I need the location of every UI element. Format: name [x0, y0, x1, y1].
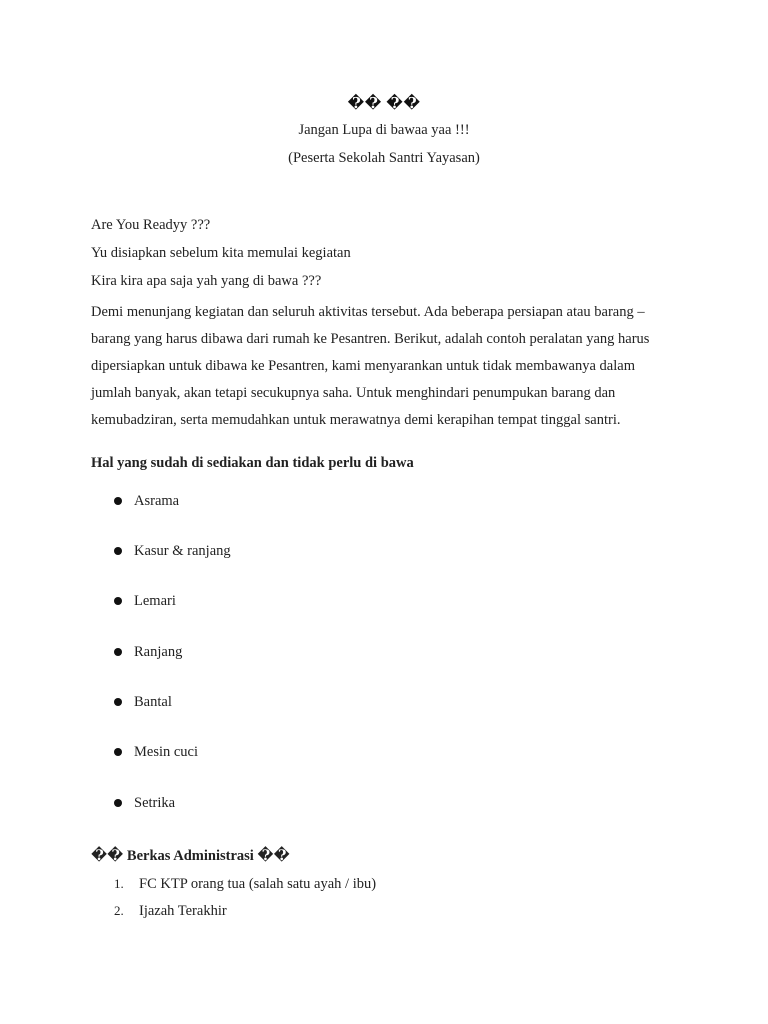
list-item-label: Bantal: [134, 694, 172, 710]
bullet-icon: [114, 698, 122, 706]
document-title: Jangan Lupa di bawaa yaa !!!: [298, 122, 470, 138]
list-number: 2.: [114, 903, 124, 918]
bullet-icon: [114, 497, 122, 505]
list-item: [114, 795, 175, 812]
list-item: [114, 744, 198, 761]
list-item: [114, 593, 176, 610]
list-item: [114, 543, 231, 560]
paragraph-line: barang yang harus dibawa dari rumah ke Pesantren. Berikut, adalah contoh peralatan yang harus: [91, 331, 650, 347]
intro-line-2: Yu disiapkan sebelum kita memulai kegiatan: [91, 245, 351, 261]
header-emoji-line: �� ��: [347, 96, 421, 112]
bullet-icon: [114, 648, 122, 656]
list-item: [114, 694, 172, 711]
bullet-icon: [114, 748, 122, 756]
numbered-list-item: [114, 876, 376, 893]
paragraph-line: kemubadziran, serta memudahkan untuk merawatnya demi kerapihan tempat tinggal santri.: [91, 412, 621, 428]
list-item: [114, 493, 179, 510]
list-item-label: Mesin cuci: [134, 744, 199, 760]
list-item-label: Lemari: [134, 593, 176, 609]
list-item-label: Ijazah Terakhir: [139, 903, 227, 919]
bullet-icon: [114, 597, 122, 605]
paragraph-line: Demi menunjang kegiatan dan seluruh aktivitas tersebut. Ada beberapa persiapan atau barang –: [91, 304, 645, 320]
paragraph-line: dipersiapkan untuk dibawa ke Pesantren, kami menyarankan untuk tidak membawanya dalam: [91, 358, 635, 374]
list-item-label: Asrama: [134, 493, 180, 509]
provided-items-heading: Hal yang sudah di sediakan dan tidak perlu di bawa: [91, 455, 414, 471]
body-paragraph: [91, 299, 691, 434]
berkas-heading: �� Berkas Administrasi ��: [91, 848, 290, 864]
intro-line-1: Are You Readyy ???: [91, 217, 211, 233]
bullet-icon: [114, 799, 122, 807]
list-item-label: Setrika: [134, 795, 176, 811]
list-item-label: Ranjang: [134, 644, 183, 660]
list-item-label: FC KTP orang tua (salah satu ayah / ibu): [139, 876, 377, 892]
paragraph-line: jumlah banyak, akan tetapi secukupnya saha. Untuk menghindari penumpukan barang dan: [91, 385, 616, 401]
list-item: [114, 644, 182, 661]
bullet-icon: [114, 547, 122, 555]
document-subtitle: (Peserta Sekolah Santri Yayasan): [288, 150, 480, 166]
list-item-label: Kasur & ranjang: [134, 543, 231, 559]
list-number: 1.: [114, 876, 124, 891]
intro-line-3: Kira kira apa saja yah yang di bawa ???: [91, 273, 322, 289]
numbered-list-item: [114, 903, 227, 920]
